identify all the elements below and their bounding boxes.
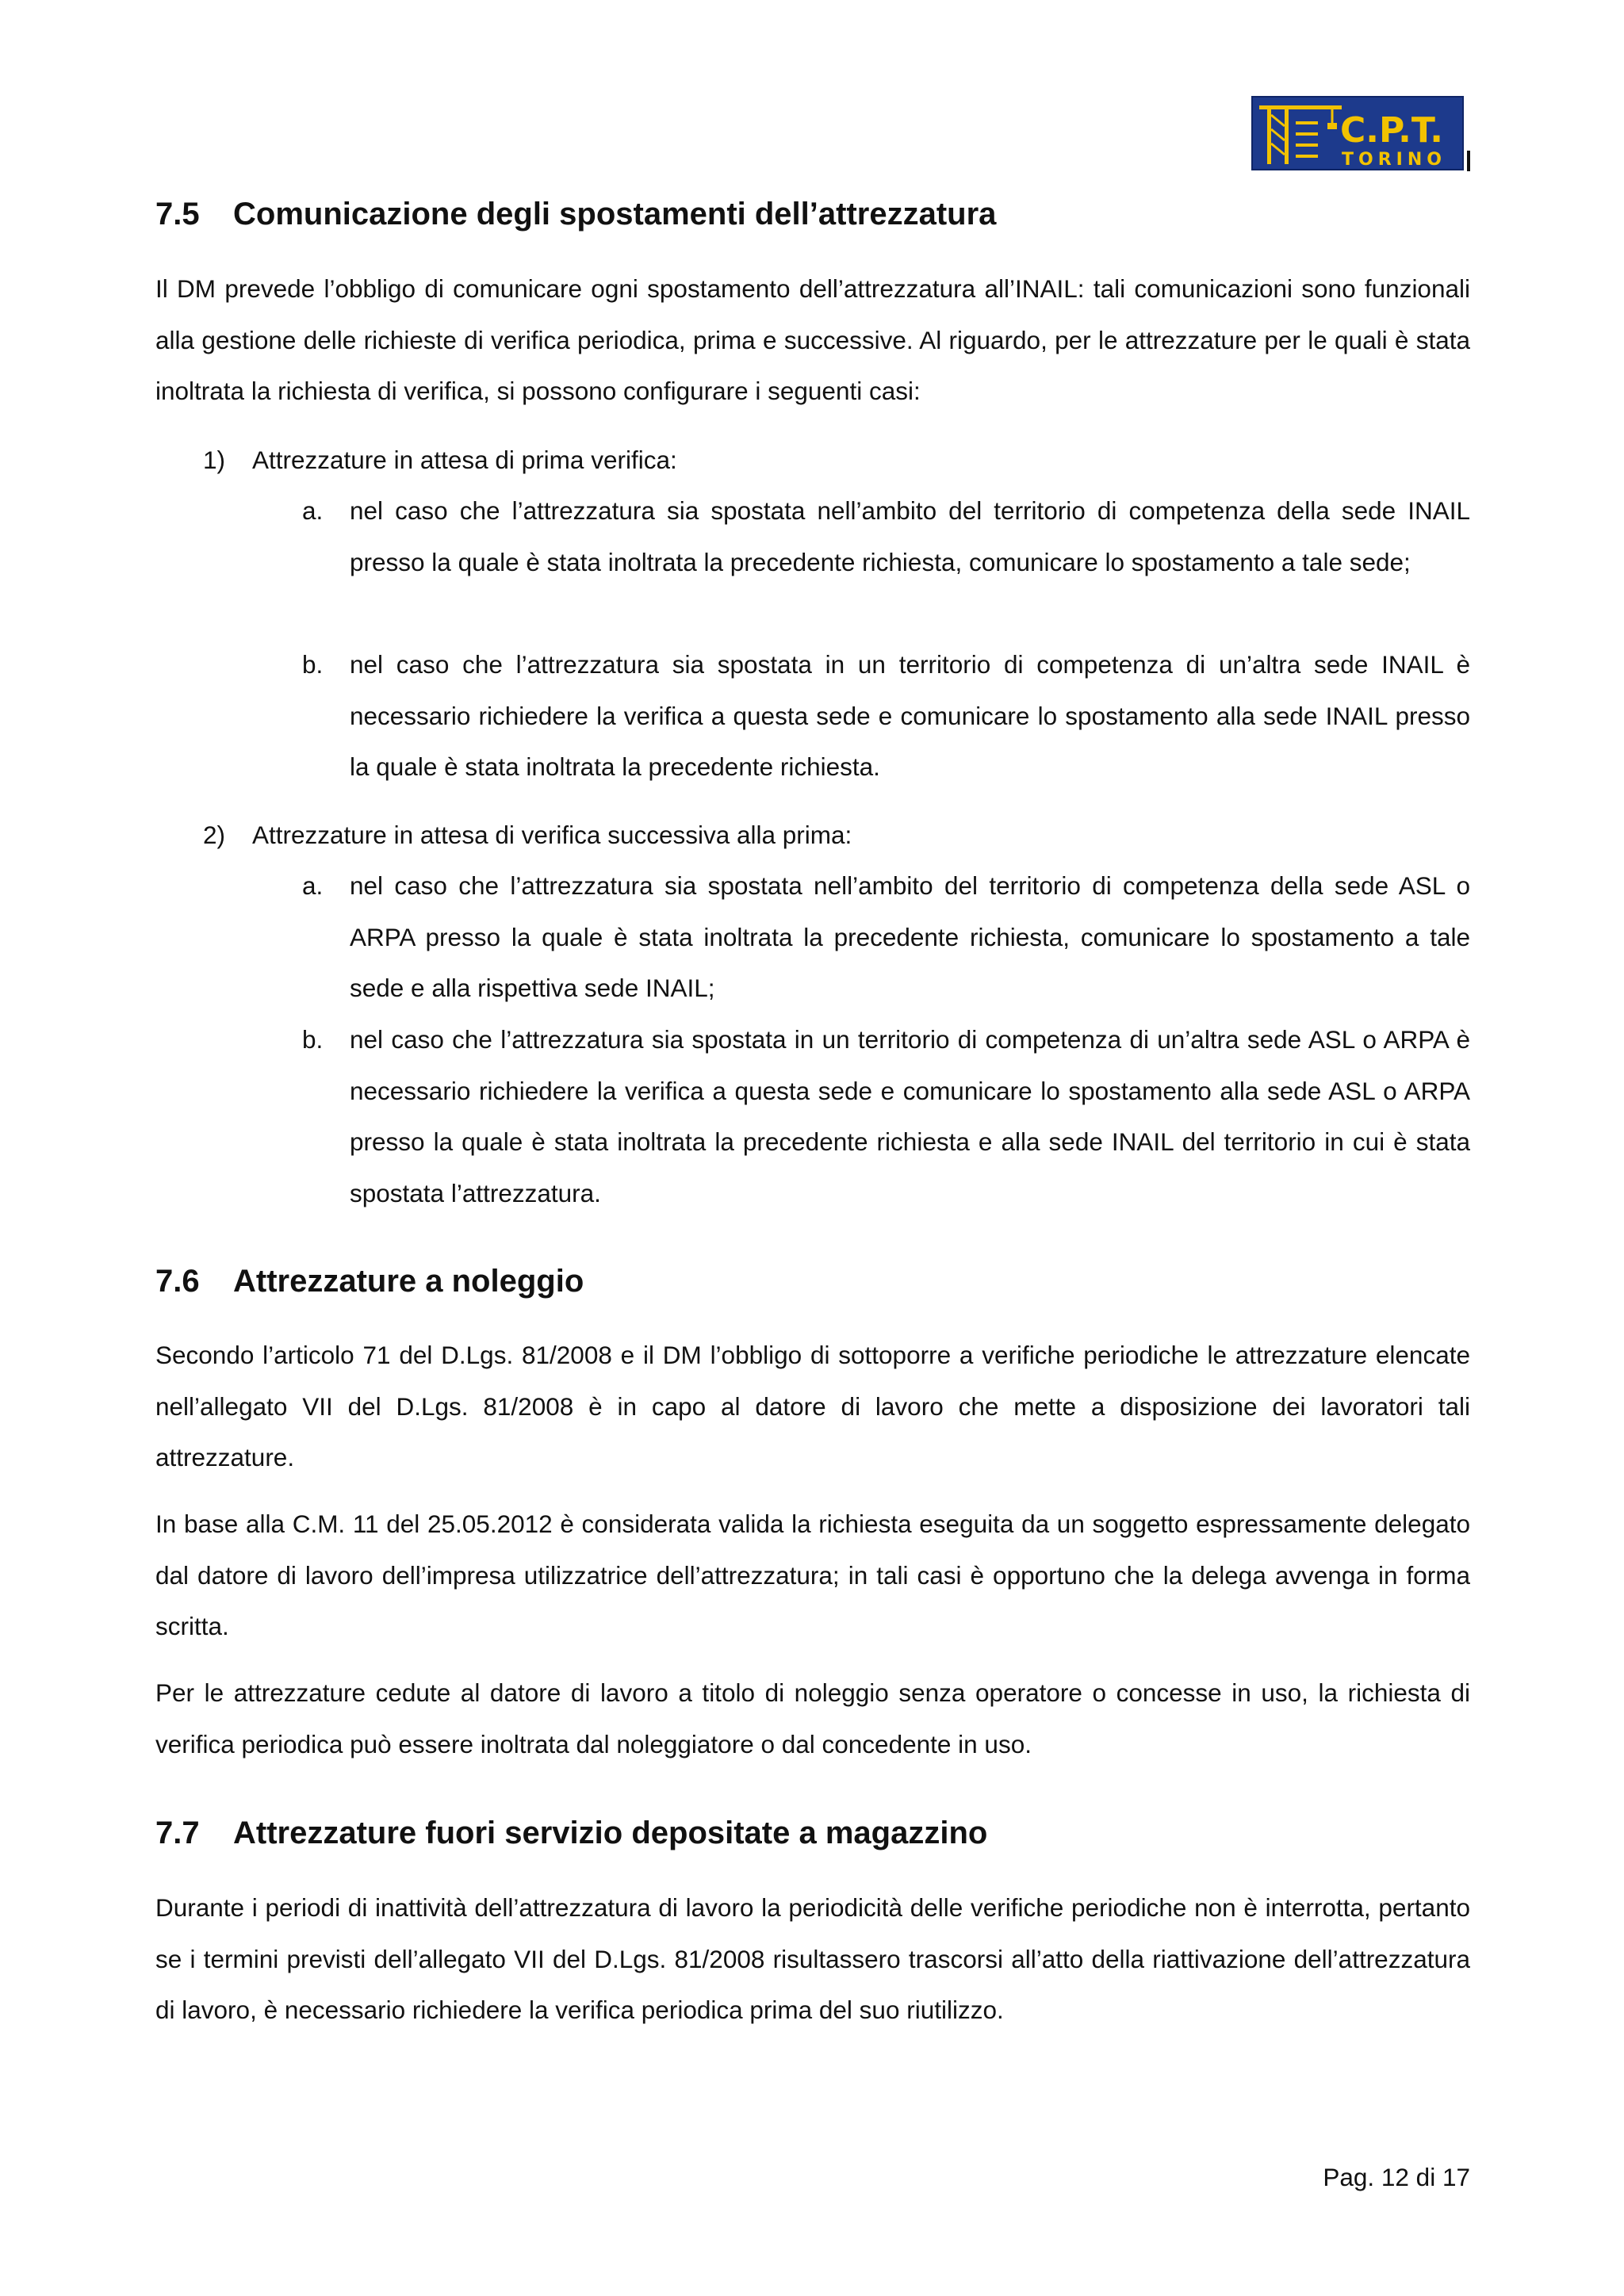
page-number: Pag. 12 di 17 [1323,2163,1470,2191]
sublist-text: nel caso che l’attrezzatura sia spostata nell’ambito del territorio di competenza della sede INAIL presso la quale è stata inoltrata la precedente richiesta, comunicare lo spostamento a tale sede; [350,496,1470,576]
section-heading-7-5 [155,195,996,233]
sublist-marker: b. [302,650,324,679]
sublist-text: nel caso che l’attrezzatura sia spostata nell’ambito del territorio di competenza della sede ASL o ARPA presso la quale è stata inoltrata la precedente richiesta, comunicare lo spostamento a tale sede e alla rispettiva sede INAIL; [350,871,1470,1002]
logo-text-bottom: TORINO [1342,150,1446,170]
sublist-marker: b. [302,1025,324,1054]
section-heading-7-6 [155,1262,584,1300]
list-subitem-2b [302,1014,1470,1219]
section-7-6-paragraph-3: Per le attrezzature cedute al datore di lavoro a titolo di noleggio senza operatore o concesse in uso, la richiesta di verifica periodica può essere inoltrata dal noleggiatore o dal concedente in uso. [155,1678,1470,1758]
logo-cursor-mark [1467,151,1470,171]
list-item-label: Attrezzature in attesa di prima verifica: [252,446,677,474]
list-marker: 2) [203,821,226,849]
list-subitem-2a [302,860,1470,1014]
list-subitem-1a [302,485,1470,587]
section-title: Attrezzature a noleggio [233,1264,584,1299]
logo-text-top: C.P.T. [1340,110,1443,151]
section-7-7-paragraph-1: Durante i periodi di inattività dell’attrezzatura di lavoro la periodicità delle verifiche periodiche non è interrotta, pertanto se i termini previsti dell’allegato VII del D.Lgs. 81/2008 risultassero trascorsi all’atto della riattivazione dell’attrezzatura di lavoro, è necessario richiedere la verifica periodica prima del suo riutilizzo. [155,1893,1470,2024]
list-subitem-1b [302,639,1470,793]
list-item-1 [203,434,677,486]
list-item-2 [203,809,852,861]
section-7-5-intro: Il DM prevede l’obbligo di comunicare ogni spostamento dell’attrezzatura all’INAIL: tali comunicazioni sono funzionali alla gestione delle richieste di verifica periodica, prima e successive. Al riguardo, per le attrezzature per le quali è stata inoltrata la richiesta di verifica, si possono configurare i seguenti casi: [155,274,1470,405]
sublist-marker: a. [302,871,324,900]
cpt-torino-logo [1251,96,1464,170]
section-7-6-paragraph-1: Secondo l’articolo 71 del D.Lgs. 81/2008 e il DM l’obbligo di sottoporre a verifiche periodiche le attrezzature elencate nell’allegato VII del D.Lgs. 81/2008 è in capo al datore di lavoro che mette a disposizione dei lavoratori tali attrezzature. [155,1341,1470,1471]
section-title: Attrezzature fuori servizio depositate a magazzino [233,1816,988,1850]
section-number: 7.6 [155,1264,200,1299]
crane-icon [1253,98,1465,172]
section-number: 7.5 [155,197,200,232]
section-heading-7-7 [155,1814,987,1852]
section-7-6-paragraph-2: In base alla C.M. 11 del 25.05.2012 è considerata valida la richiesta eseguita da un soggetto espressamente delegato dal datore di lavoro dell’impresa utilizzatrice dell’attrezzatura; in tali casi è opportuno che la delega avvenga in forma scritta. [155,1510,1470,1640]
list-marker: 1) [203,446,226,474]
section-number: 7.7 [155,1816,200,1850]
sublist-text: nel caso che l’attrezzatura sia spostata in un territorio di competenza di un’altra sede INAIL è necessario richiedere la verifica a questa sede e comunicare lo spostamento alla sede INAIL presso la quale è stata inoltrata la precedente richiesta. [350,650,1470,781]
section-title: Comunicazione degli spostamenti dell’attrezzatura [233,197,997,232]
sublist-marker: a. [302,496,324,525]
sublist-text: nel caso che l’attrezzatura sia spostata in un territorio di competenza di un’altra sede ASL o ARPA è necessario richiedere la verifica a questa sede e comunicare lo spostamento alla sede ASL o ARPA presso la quale è stata inoltrata la precedente richiesta e alla sede INAIL del territorio in cui è stata spostata l’attrezzatura. [350,1025,1470,1207]
list-item-label: Attrezzature in attesa di verifica successiva alla prima: [252,821,852,849]
